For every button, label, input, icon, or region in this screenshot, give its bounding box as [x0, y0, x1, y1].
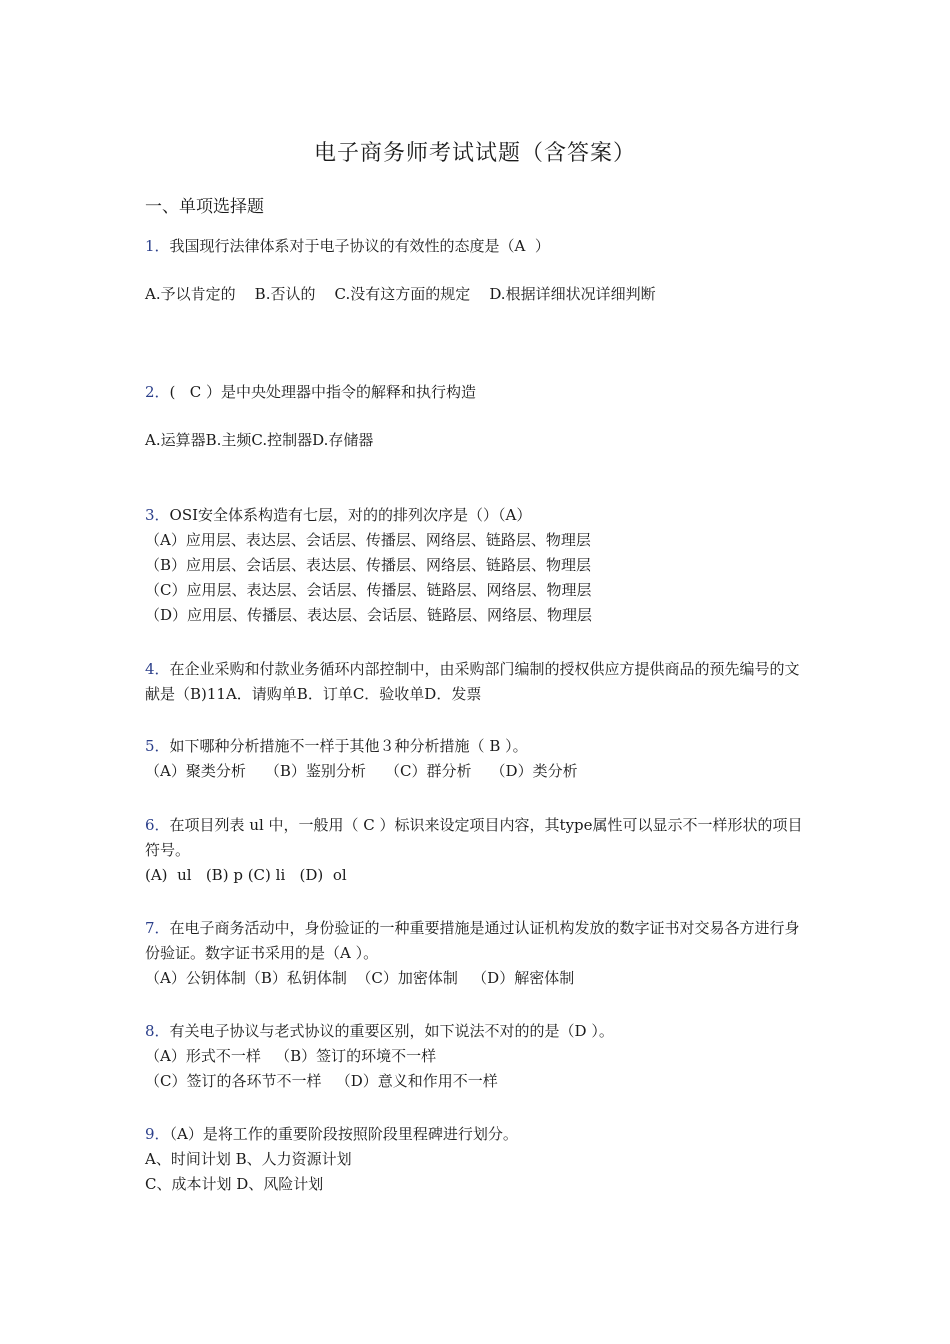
question-option: C、成本计划 D、风险计划: [145, 1175, 324, 1193]
question-stem: [145, 234, 810, 259]
question-text: 有关电子协议与老式协议的重要区别，如下说法不对的的是（D ）。: [169, 1022, 614, 1040]
section-heading: 一、单项选择题: [145, 197, 264, 217]
question-7: [145, 916, 810, 991]
question-text: 如下哪种分析措施不一样于其他３种分析措施（ B ）。: [169, 737, 528, 755]
question-option: （A）聚类分析 （B）鉴别分析 （C）群分析 （D）类分析: [145, 762, 578, 780]
question-6: [145, 813, 810, 888]
question-stem: [145, 916, 810, 966]
question-text: ( C ）是中央处理器中指令的解释和执行构造: [169, 383, 476, 401]
question-text: 在电子商务活动中，身份验证的一种重要措施是通过认证机构发放的数字证书对交易各方进行身份验证。数字证书采用的是（A ）。: [145, 919, 800, 962]
question-stem: [145, 1122, 810, 1147]
question-number: 4．: [145, 660, 170, 678]
question-stem: [145, 734, 810, 759]
question-5: [145, 734, 810, 784]
question-number: 7．: [145, 919, 170, 937]
question-stem: [145, 1019, 810, 1044]
question-number: 2．: [145, 383, 170, 401]
question-option: （A）应用层、表达层、会话层、传播层、网络层、链路层、物理层: [145, 531, 591, 549]
question-number: 8．: [145, 1022, 170, 1040]
question-number: 9．: [145, 1125, 170, 1143]
question-text: 在企业采购和付款业务循环内部控制中，由采购部门编制的授权供应方提供商品的预先编号的文献是（B)11A．请购单B．订单C．验收单D．发票: [145, 660, 800, 703]
question-text: OSI安全体系构造有七层，对的的排列次序是（）（A）: [169, 506, 532, 524]
question-option: （D）应用层、传播层、表达层、会话层、链路层、网络层、物理层: [145, 606, 593, 624]
question-option: （C）签订的各环节不一样 （D）意义和作用不一样: [145, 1072, 498, 1090]
question-option: （C）应用层、表达层、会话层、传播层、链路层、网络层、物理层: [145, 581, 592, 599]
question-option: (A) ul (B) p (C) li (D) ol: [145, 866, 347, 884]
question-number: 5．: [145, 737, 170, 755]
question-8: [145, 1019, 810, 1094]
question-4: [145, 657, 810, 707]
question-2: [145, 380, 810, 453]
question-stem: [145, 503, 810, 528]
question-stem: [145, 657, 810, 707]
question-1: [145, 234, 810, 307]
page-title: 电子商务师考试试题（含答案）: [313, 141, 636, 166]
question-option: （B）应用层、会话层、表达层、传播层、网络层、链路层、物理层: [145, 556, 592, 574]
question-option: （A）形式不一样 （B）签订的环境不一样: [145, 1047, 437, 1065]
question-text: （A）是将工作的重要阶段按照阶段里程碑进行划分。: [169, 1125, 518, 1143]
question-stem: [145, 813, 810, 863]
question-number: 1．: [145, 237, 170, 255]
question-text: 在项目列表 ul 中，一般用（ C ）标识来设定项目内容，其type属性可以显示不一样形状的项目符号。: [145, 816, 803, 859]
question-3: [145, 503, 810, 628]
question-stem: [145, 380, 810, 405]
question-number: 3．: [145, 506, 170, 524]
question-number: 6．: [145, 816, 170, 834]
question-text: 我国现行法律体系对于电子协议的有效性的态度是（A ）: [169, 237, 550, 255]
question-option: （A）公钥体制（B）私钥体制 （C）加密体制 （D）解密体制: [145, 969, 575, 987]
question-option: A.予以肯定的 B.否认的 C.没有这方面的规定 D.根据详细状况详细判断: [145, 285, 656, 303]
question-option: A、时间计划 B、人力资源计划: [145, 1150, 352, 1168]
question-9: [145, 1122, 810, 1197]
question-option: A.运算器B.主频C.控制器D.存储器: [145, 431, 374, 449]
